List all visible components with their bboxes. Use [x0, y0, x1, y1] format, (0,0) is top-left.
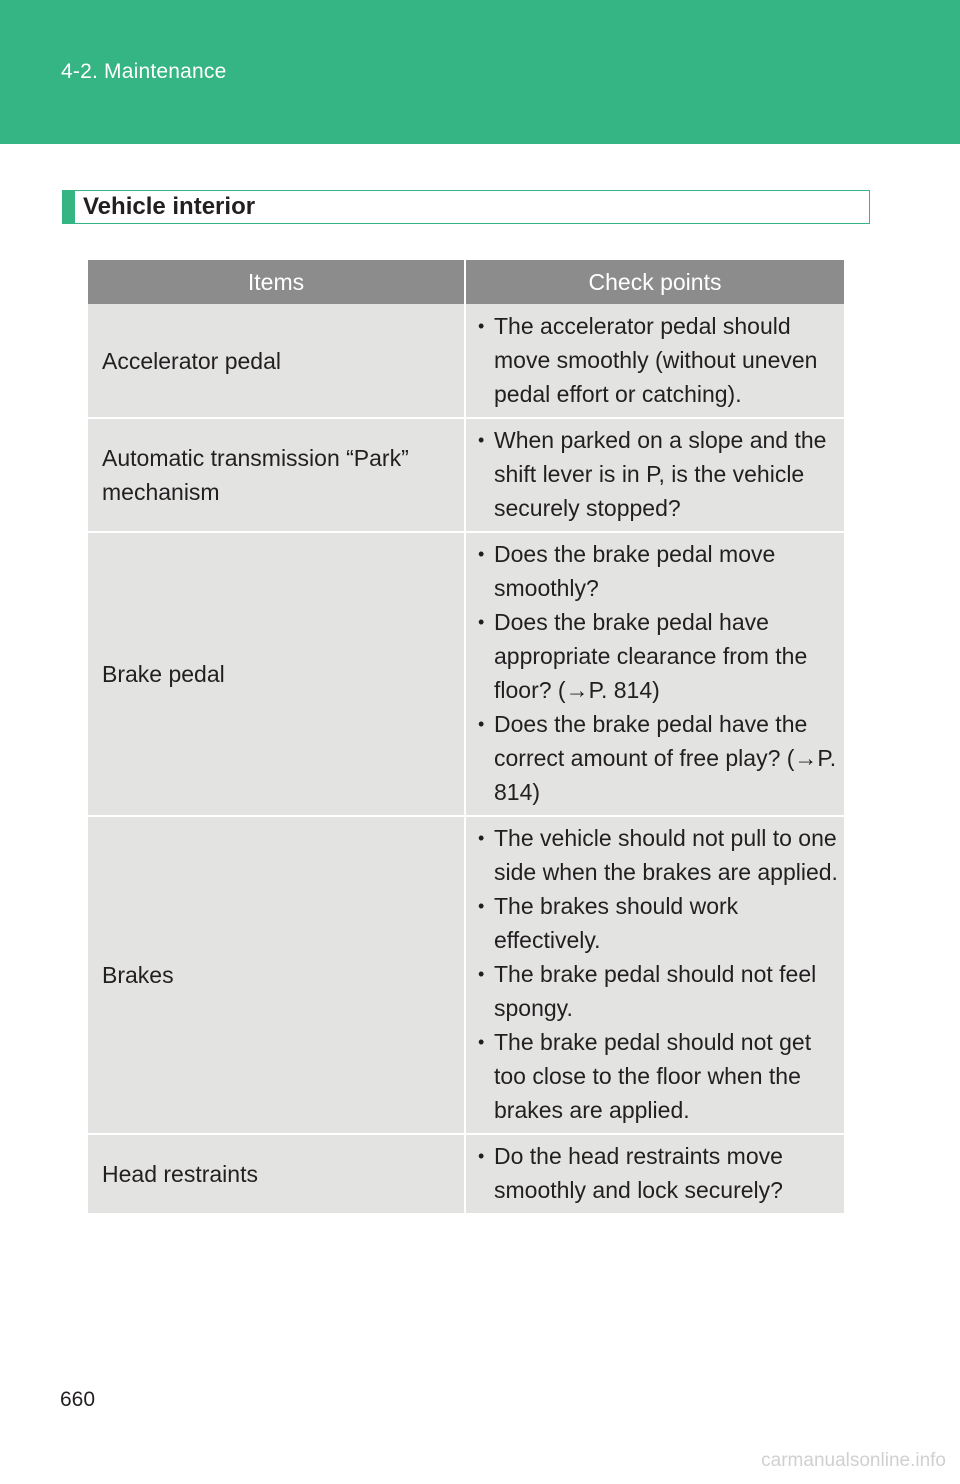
check-points-cell	[465, 1134, 844, 1214]
section-title-accent	[63, 191, 75, 223]
item-cell: Automatic transmission “Park” mechanism	[88, 418, 465, 532]
section-title-box	[62, 190, 870, 224]
check-points-cell	[465, 532, 844, 816]
check-points-cell	[465, 304, 844, 418]
check-point: • The brake pedal should not feel spongy.	[478, 957, 840, 1025]
check-point: • The brakes should work effectively.	[478, 889, 840, 957]
section-title: Vehicle interior	[83, 193, 256, 220]
check-points-list	[478, 1139, 840, 1207]
table-row	[88, 816, 844, 1134]
inspection-table	[88, 260, 844, 1215]
check-points-cell	[465, 418, 844, 532]
check-point: • When parked on a slope and the shift lever is in P, is the vehicle securely stopped?	[478, 423, 840, 525]
table-header-row	[88, 260, 844, 304]
item-cell: Accelerator pedal	[88, 304, 465, 418]
table-row	[88, 418, 844, 532]
check-point: • The accelerator pedal should move smoothly (without uneven pedal effort or catching).	[478, 309, 840, 411]
watermark: carmanualsonline.info	[761, 1450, 946, 1471]
header-band	[0, 0, 960, 144]
check-points-list	[478, 309, 840, 411]
section-label: 4-2. Maintenance	[61, 60, 227, 83]
check-point: • Does the brake pedal move smoothly?	[478, 537, 840, 605]
table-row	[88, 1134, 844, 1214]
check-points-cell	[465, 816, 844, 1134]
column-header-check-points: Check points	[465, 260, 844, 304]
column-header-items: Items	[88, 260, 465, 304]
check-point: • The vehicle should not pull to one side when the brakes are applied.	[478, 821, 840, 889]
item-cell: Brake pedal	[88, 532, 465, 816]
check-points-list	[478, 537, 840, 809]
check-points-list	[478, 821, 840, 1127]
check-point: • Does the brake pedal have the correct amount of free play? (→P. 814)	[478, 707, 840, 809]
check-point: • The brake pedal should not get too close to the floor when the brakes are applied.	[478, 1025, 840, 1127]
item-cell: Head restraints	[88, 1134, 465, 1214]
item-cell: Brakes	[88, 816, 465, 1134]
check-points-list	[478, 423, 840, 525]
check-point: • Does the brake pedal have appropriate clearance from the floor? (→P. 814)	[478, 605, 840, 707]
table-row	[88, 532, 844, 816]
check-point: • Do the head restraints move smoothly and lock securely?	[478, 1139, 840, 1207]
page-number: 660	[60, 1388, 96, 1411]
table-row	[88, 304, 844, 418]
